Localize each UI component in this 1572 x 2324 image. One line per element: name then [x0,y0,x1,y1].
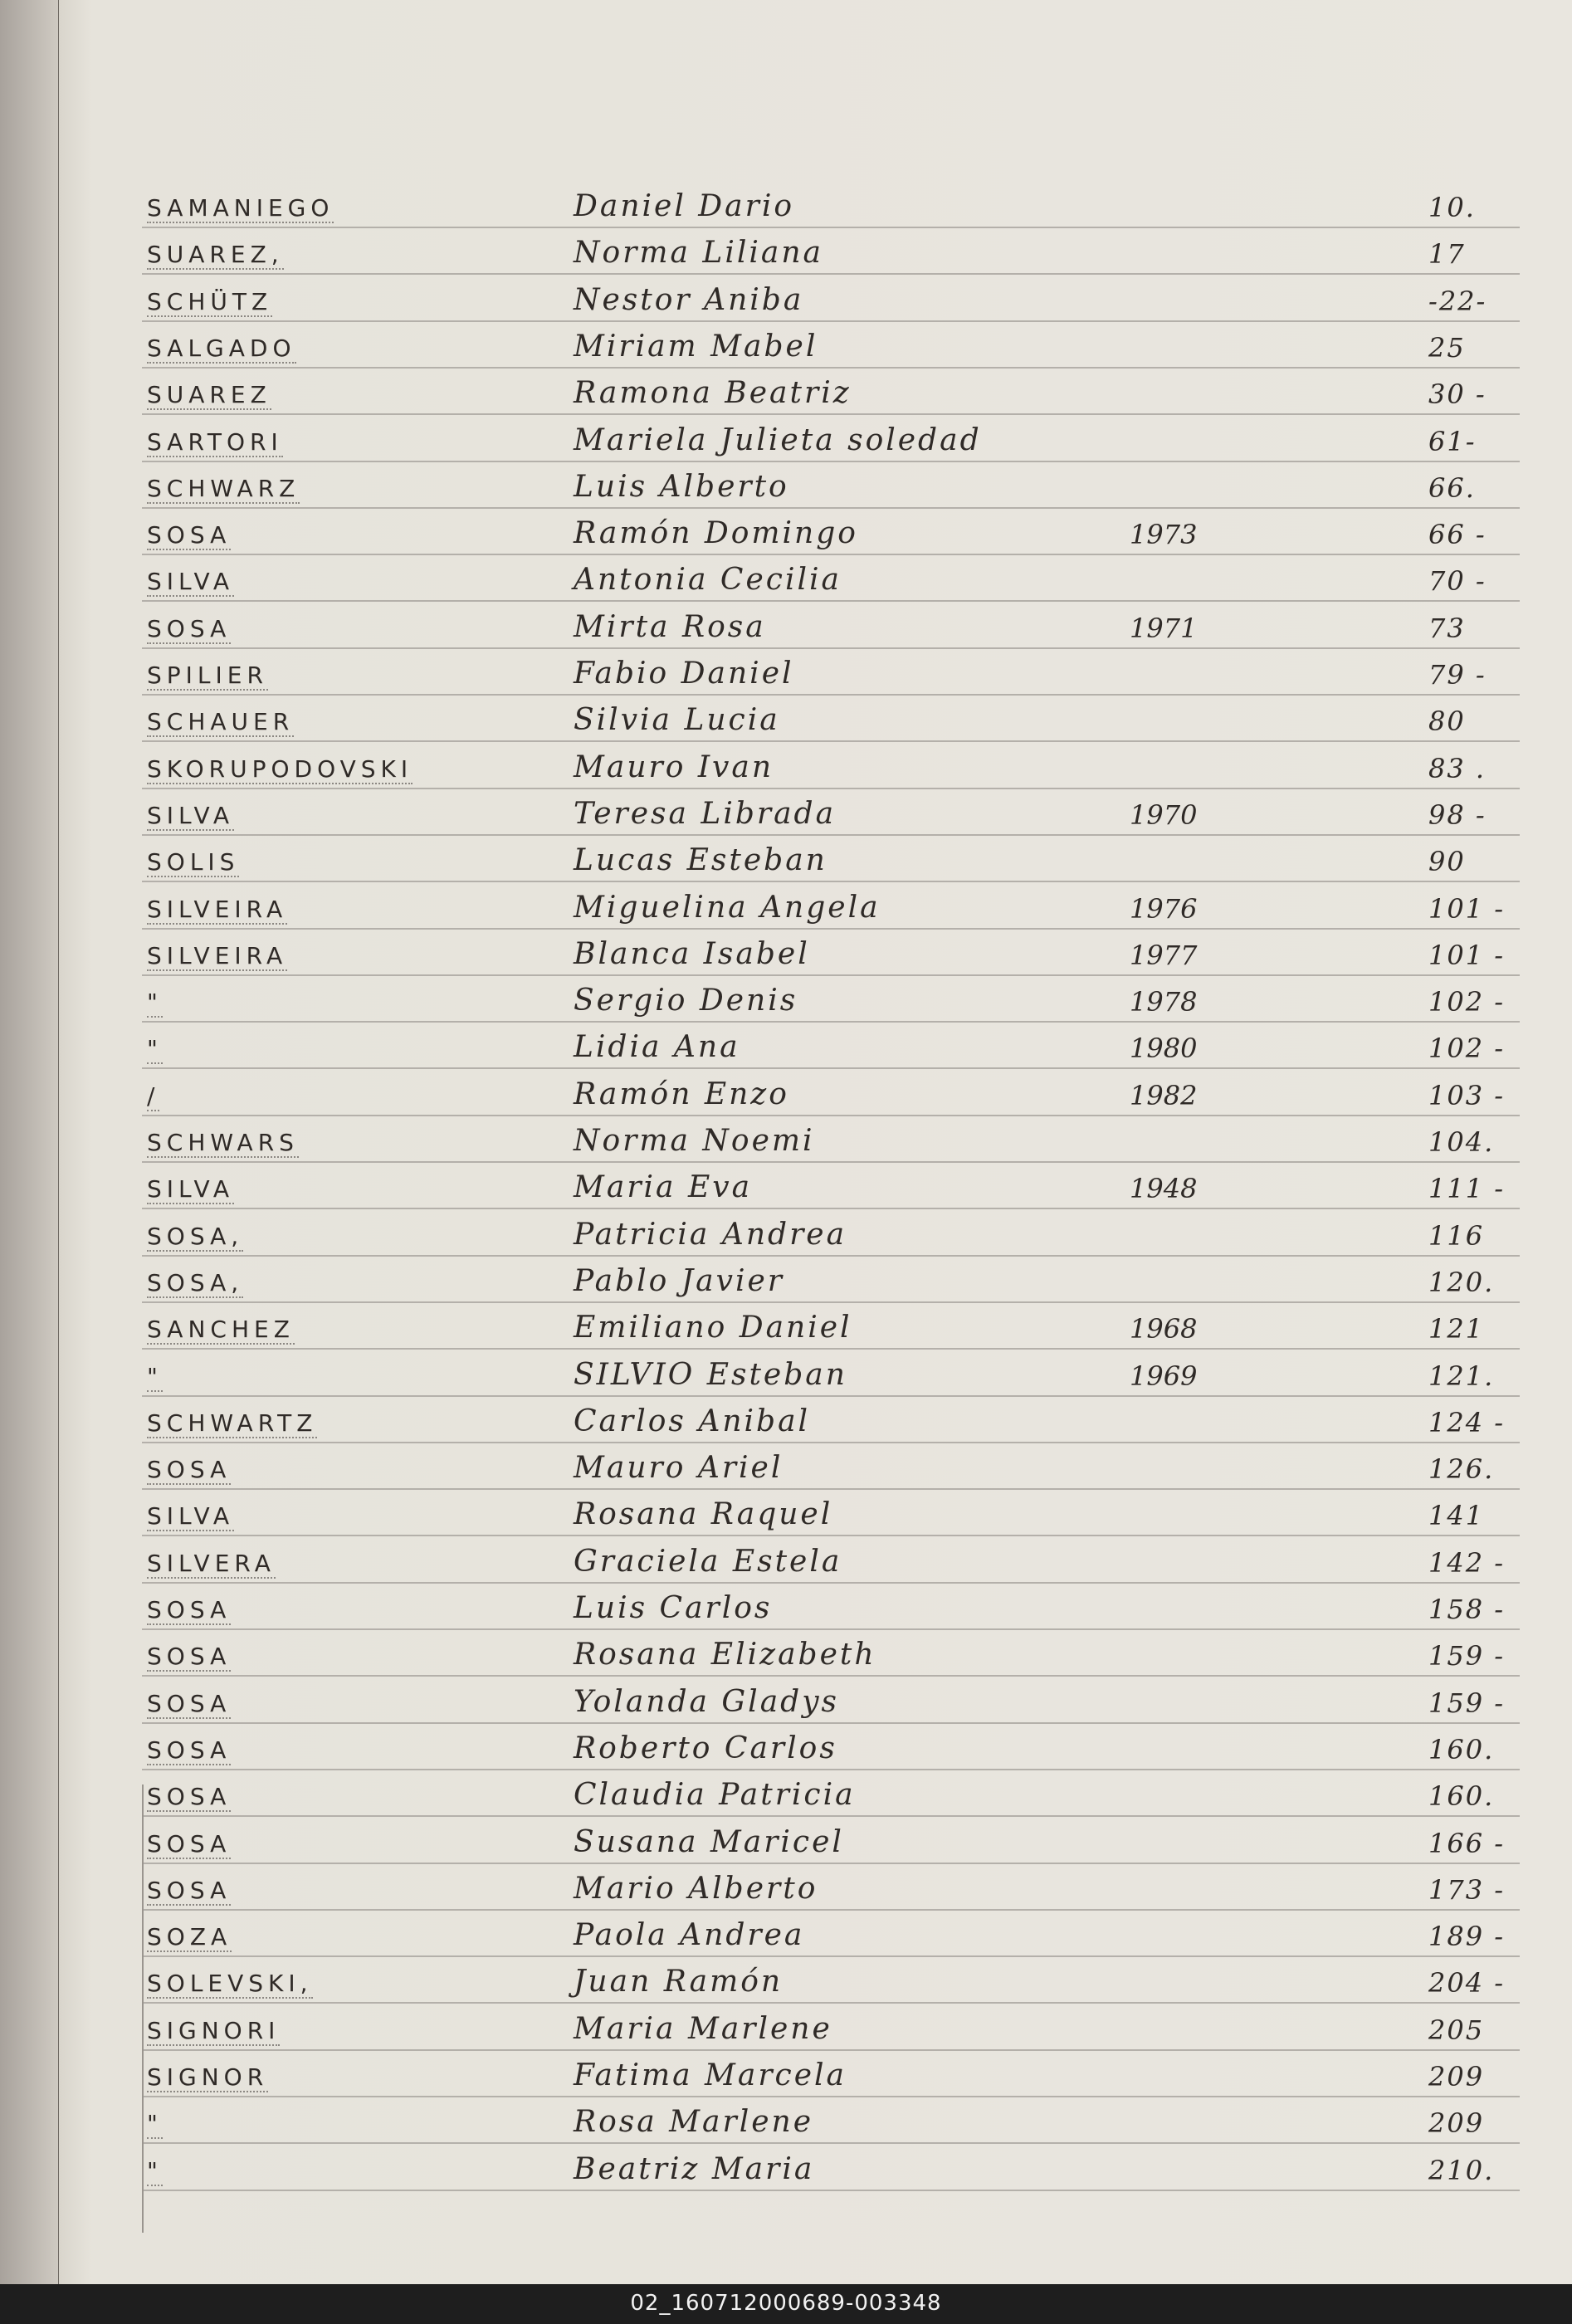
ledger-row [142,1347,1520,1397]
given-name-cell: Pablo Javier [574,1263,785,1298]
surname-cell: SCHAUER [147,708,295,736]
surname-cell: SOSA [147,1829,232,1858]
entry-number-cell: 210. [1428,2154,1495,2186]
surname-cell: SOSA, [147,1222,244,1250]
given-name-cell: Paola Andrea [574,1918,805,1953]
surname-cell: SANCHEZ [147,1316,295,1344]
ledger-row [142,692,1520,742]
surname-cell: SARTORI [147,427,283,456]
given-name-cell: Lucas Esteban [574,843,827,878]
given-name-cell: Fatima Marcela [574,2058,847,2092]
surname-cell: SIGNORI [147,2016,281,2044]
ledger-row [142,1674,1520,1724]
given-name-cell: Rosa Marlene [574,2105,814,2140]
year-cell: 1968 [1130,1313,1198,1345]
given-name-cell: Mauro Ariel [574,1451,784,1486]
surname-cell: SOSA [147,1596,232,1623]
year-cell: 1977 [1130,939,1198,971]
given-name-cell: Mariela Julieta soledad [574,422,982,457]
surname-cell: SPILIER [147,662,268,689]
entry-number-cell: 205 [1428,2014,1485,2046]
entry-number-cell: 17 [1428,238,1466,271]
given-name-cell: Juan Ramón [574,1965,784,1999]
surname-cell: " [147,1035,163,1063]
given-name-cell: Teresa Librada [574,796,837,831]
entry-number-cell: 90 [1428,846,1466,878]
given-name-cell: Miguelina Angela [574,890,881,925]
given-name-cell: Yolanda Gladys [574,1684,840,1719]
surname-cell: " [147,2110,163,2138]
given-name-cell: Ramón Domingo [574,516,858,551]
entry-number-cell: 10. [1428,192,1476,223]
entry-number-cell: 101 - [1428,892,1506,925]
ledger-row [142,1160,1520,1209]
ledger-row [142,1767,1520,1817]
entry-number-cell: 159 - [1428,1687,1506,1719]
given-name-cell: Luis Carlos [574,1591,773,1625]
surname-cell: SOSA [147,1736,232,1764]
given-name-cell: Miriam Mabel [574,329,818,364]
image-id-text: 02_160712000689-003348 [630,2291,942,2316]
given-name-cell: Antonia Cecilia [574,563,842,598]
entry-number-cell: 101 - [1428,939,1506,971]
ledger-row [142,1487,1520,1536]
ledger-row [142,459,1520,509]
entry-number-cell: 80 [1428,706,1466,738]
ledger-row [142,225,1520,275]
margin-line [142,1784,144,2233]
ledger-row [142,880,1520,930]
ledger-row [142,1954,1520,2004]
entry-number-cell: 160. [1428,1780,1495,1813]
surname-cell: SAMANIEGO [147,194,334,222]
entry-number-cell: 121. [1428,1360,1495,1392]
surname-cell: SCHWARTZ [147,1409,318,1437]
given-name-cell: Rosana Raquel [574,1497,833,1532]
surname-cell: SALGADO [147,334,296,362]
entry-number-cell: 209 [1428,2107,1485,2140]
surname-cell: SUAREZ [147,381,271,409]
ledger-row [142,2141,1520,2191]
ledger-row [142,1207,1520,1257]
surname-cell: SCHWARZ [147,474,300,502]
ledger-row [142,1814,1520,1864]
surname-cell: SCHWARS [147,1129,299,1156]
entry-number-cell: 61- [1428,425,1477,457]
ledger-row [142,599,1520,649]
given-name-cell: Fabio Daniel [574,657,794,691]
ledger-row [142,2048,1520,2097]
given-name-cell: Mario Alberto [574,1871,818,1906]
given-name-cell: Maria Eva [574,1170,753,1205]
entry-number-cell: 104. [1428,1126,1495,1158]
ledger-row [142,832,1520,882]
entry-number-cell: 66. [1428,471,1476,504]
entry-number-cell: 166 - [1428,1827,1506,1859]
given-name-cell: Daniel Dario [574,189,795,223]
surname-cell: " [147,2156,163,2185]
ledger-row [142,1861,1520,1911]
ledger-row [142,2094,1520,2144]
surname-cell: SOSA [147,521,232,549]
surname-cell: SILVA [147,801,235,829]
entry-number-cell: 121 [1428,1313,1485,1345]
entry-number-cell: 73 [1428,612,1466,644]
surname-cell: SOSA [147,1876,232,1904]
ledger-row [142,319,1520,369]
entry-number-cell: 102 - [1428,1033,1506,1065]
surname-cell: SILVA [147,568,235,596]
surname-cell: SIGNOR [147,2063,269,2091]
surname-cell: SUAREZ, [147,241,284,269]
surname-cell: SOLIS [147,848,240,876]
given-name-cell: Roberto Carlos [574,1731,837,1765]
ledger-row [142,272,1520,322]
entry-number-cell: 160. [1428,1733,1495,1765]
entry-number-cell: 159 - [1428,1640,1506,1672]
entry-number-cell: 204 - [1428,1967,1506,1999]
given-name-cell: Lidia Ana [574,1030,740,1065]
given-name-cell: Luis Alberto [574,469,789,504]
book-binding [0,0,58,2284]
given-name-cell: Nestor Aniba [574,282,804,317]
ledger-row [142,926,1520,976]
given-name-cell: Mirta Rosa [574,609,766,644]
ledger-row [142,552,1520,602]
surname-cell: SOLEVSKI, [147,1970,313,1998]
ledger-row [142,1067,1520,1116]
ledger-row [142,365,1520,415]
surname-cell: SOSA, [147,1268,244,1296]
given-name-cell: Carlos Anibal [574,1404,811,1438]
ledger-row [142,178,1520,228]
surname-cell: SOSA [147,1643,232,1671]
surname-cell: SOSA [147,614,232,642]
ledger-row [142,1300,1520,1350]
ledger-row [142,646,1520,696]
year-cell: 1978 [1130,986,1198,1018]
entry-number-cell: 124 - [1428,1406,1506,1438]
given-name-cell: Blanca Isabel [574,936,810,971]
given-name-cell: Graciela Estela [574,1544,842,1579]
given-name-cell: Emiliano Daniel [574,1311,852,1345]
surname-cell: " [147,1362,163,1390]
year-cell: 1973 [1130,519,1198,551]
year-cell: 1948 [1130,1173,1198,1205]
entry-number-cell: 98 - [1428,798,1487,831]
given-name-cell: Ramón Enzo [574,1077,789,1111]
year-cell: 1971 [1130,612,1198,644]
ledger-row [142,1440,1520,1490]
ledger-row [142,505,1520,555]
ledger-row [142,1253,1520,1303]
given-name-cell: Patricia Andrea [574,1217,847,1252]
entry-number-cell: 111 - [1428,1173,1506,1205]
entry-number-cell: 103 - [1428,1079,1506,1111]
ledger-row [142,1580,1520,1630]
ledger-row [142,1534,1520,1584]
ledger-row [142,973,1520,1023]
ledger-row [142,1627,1520,1677]
surname-cell: SILVERA [147,1549,276,1577]
entry-number-cell: 30 - [1428,378,1487,411]
year-cell: 1970 [1130,798,1198,831]
surname-cell: SOSA [147,1689,232,1717]
ledger-page [58,0,1572,2284]
entry-number-cell: 141 [1428,1500,1485,1532]
surname-cell: SOSA [147,1456,232,1484]
year-cell: 1976 [1130,892,1198,925]
given-name-cell: Norma Noemi [574,1124,815,1158]
ledger-row [142,1113,1520,1163]
year-cell: 1969 [1130,1360,1198,1392]
given-name-cell: Sergio Denis [574,984,798,1018]
entry-number-cell: 209 [1428,2061,1485,2092]
given-name-cell: Beatriz Maria [574,2151,815,2186]
entry-number-cell: 102 - [1428,986,1506,1018]
given-name-cell: Susana Maricel [574,1824,844,1859]
given-name-cell: Silvia Lucia [574,703,780,738]
entry-number-cell: 126. [1428,1453,1495,1486]
surname-cell: SOSA [147,1783,232,1811]
entry-number-cell: 66 - [1428,519,1487,551]
entry-number-cell: -22- [1428,285,1487,317]
given-name-cell: SILVIO Esteban [574,1357,847,1392]
given-name-cell: Rosana Elizabeth [574,1638,876,1672]
entry-number-cell: 142 - [1428,1546,1506,1579]
ledger-row [142,1907,1520,1957]
surname-cell: " [147,989,163,1017]
surname-cell: SILVA [147,1502,235,1531]
year-cell: 1980 [1130,1033,1198,1065]
surname-cell: SILVA [147,1175,235,1204]
entry-number-cell: 70 - [1428,565,1487,598]
ledger-row [142,1019,1520,1069]
surname-cell: SKORUPODOVSKI [147,754,413,783]
ledger-row [142,1721,1520,1770]
surname-cell: SCHÜTZ [147,287,273,315]
given-name-cell: Ramona Beatriz [574,376,852,411]
given-name-cell: Mauro Ivan [574,749,774,784]
given-name-cell: Claudia Patricia [574,1778,856,1813]
entry-number-cell: 116 [1428,1219,1485,1252]
given-name-cell: Norma Liliana [574,236,823,271]
entry-number-cell: 83 . [1428,752,1487,784]
image-id-bar [0,2284,1572,2324]
surname-cell: SILVEIRA [147,895,288,923]
year-cell: 1982 [1130,1079,1198,1111]
given-name-cell: Maria Marlene [574,2011,832,2046]
entry-number-cell: 25 [1428,331,1466,364]
ledger-row [142,740,1520,789]
ledger-row [142,786,1520,836]
ledger-row [142,413,1520,462]
entry-number-cell: 120. [1428,1266,1495,1298]
surname-cell: / [147,1081,160,1110]
surname-cell: SOZA [147,1923,232,1951]
surname-cell: SILVEIRA [147,941,288,969]
entry-number-cell: 79 - [1428,659,1487,691]
entry-number-cell: 158 - [1428,1594,1506,1625]
ledger-row [142,1394,1520,1443]
entry-number-cell: 173 - [1428,1873,1506,1906]
entry-number-cell: 189 - [1428,1921,1506,1953]
ledger-row [142,2001,1520,2051]
